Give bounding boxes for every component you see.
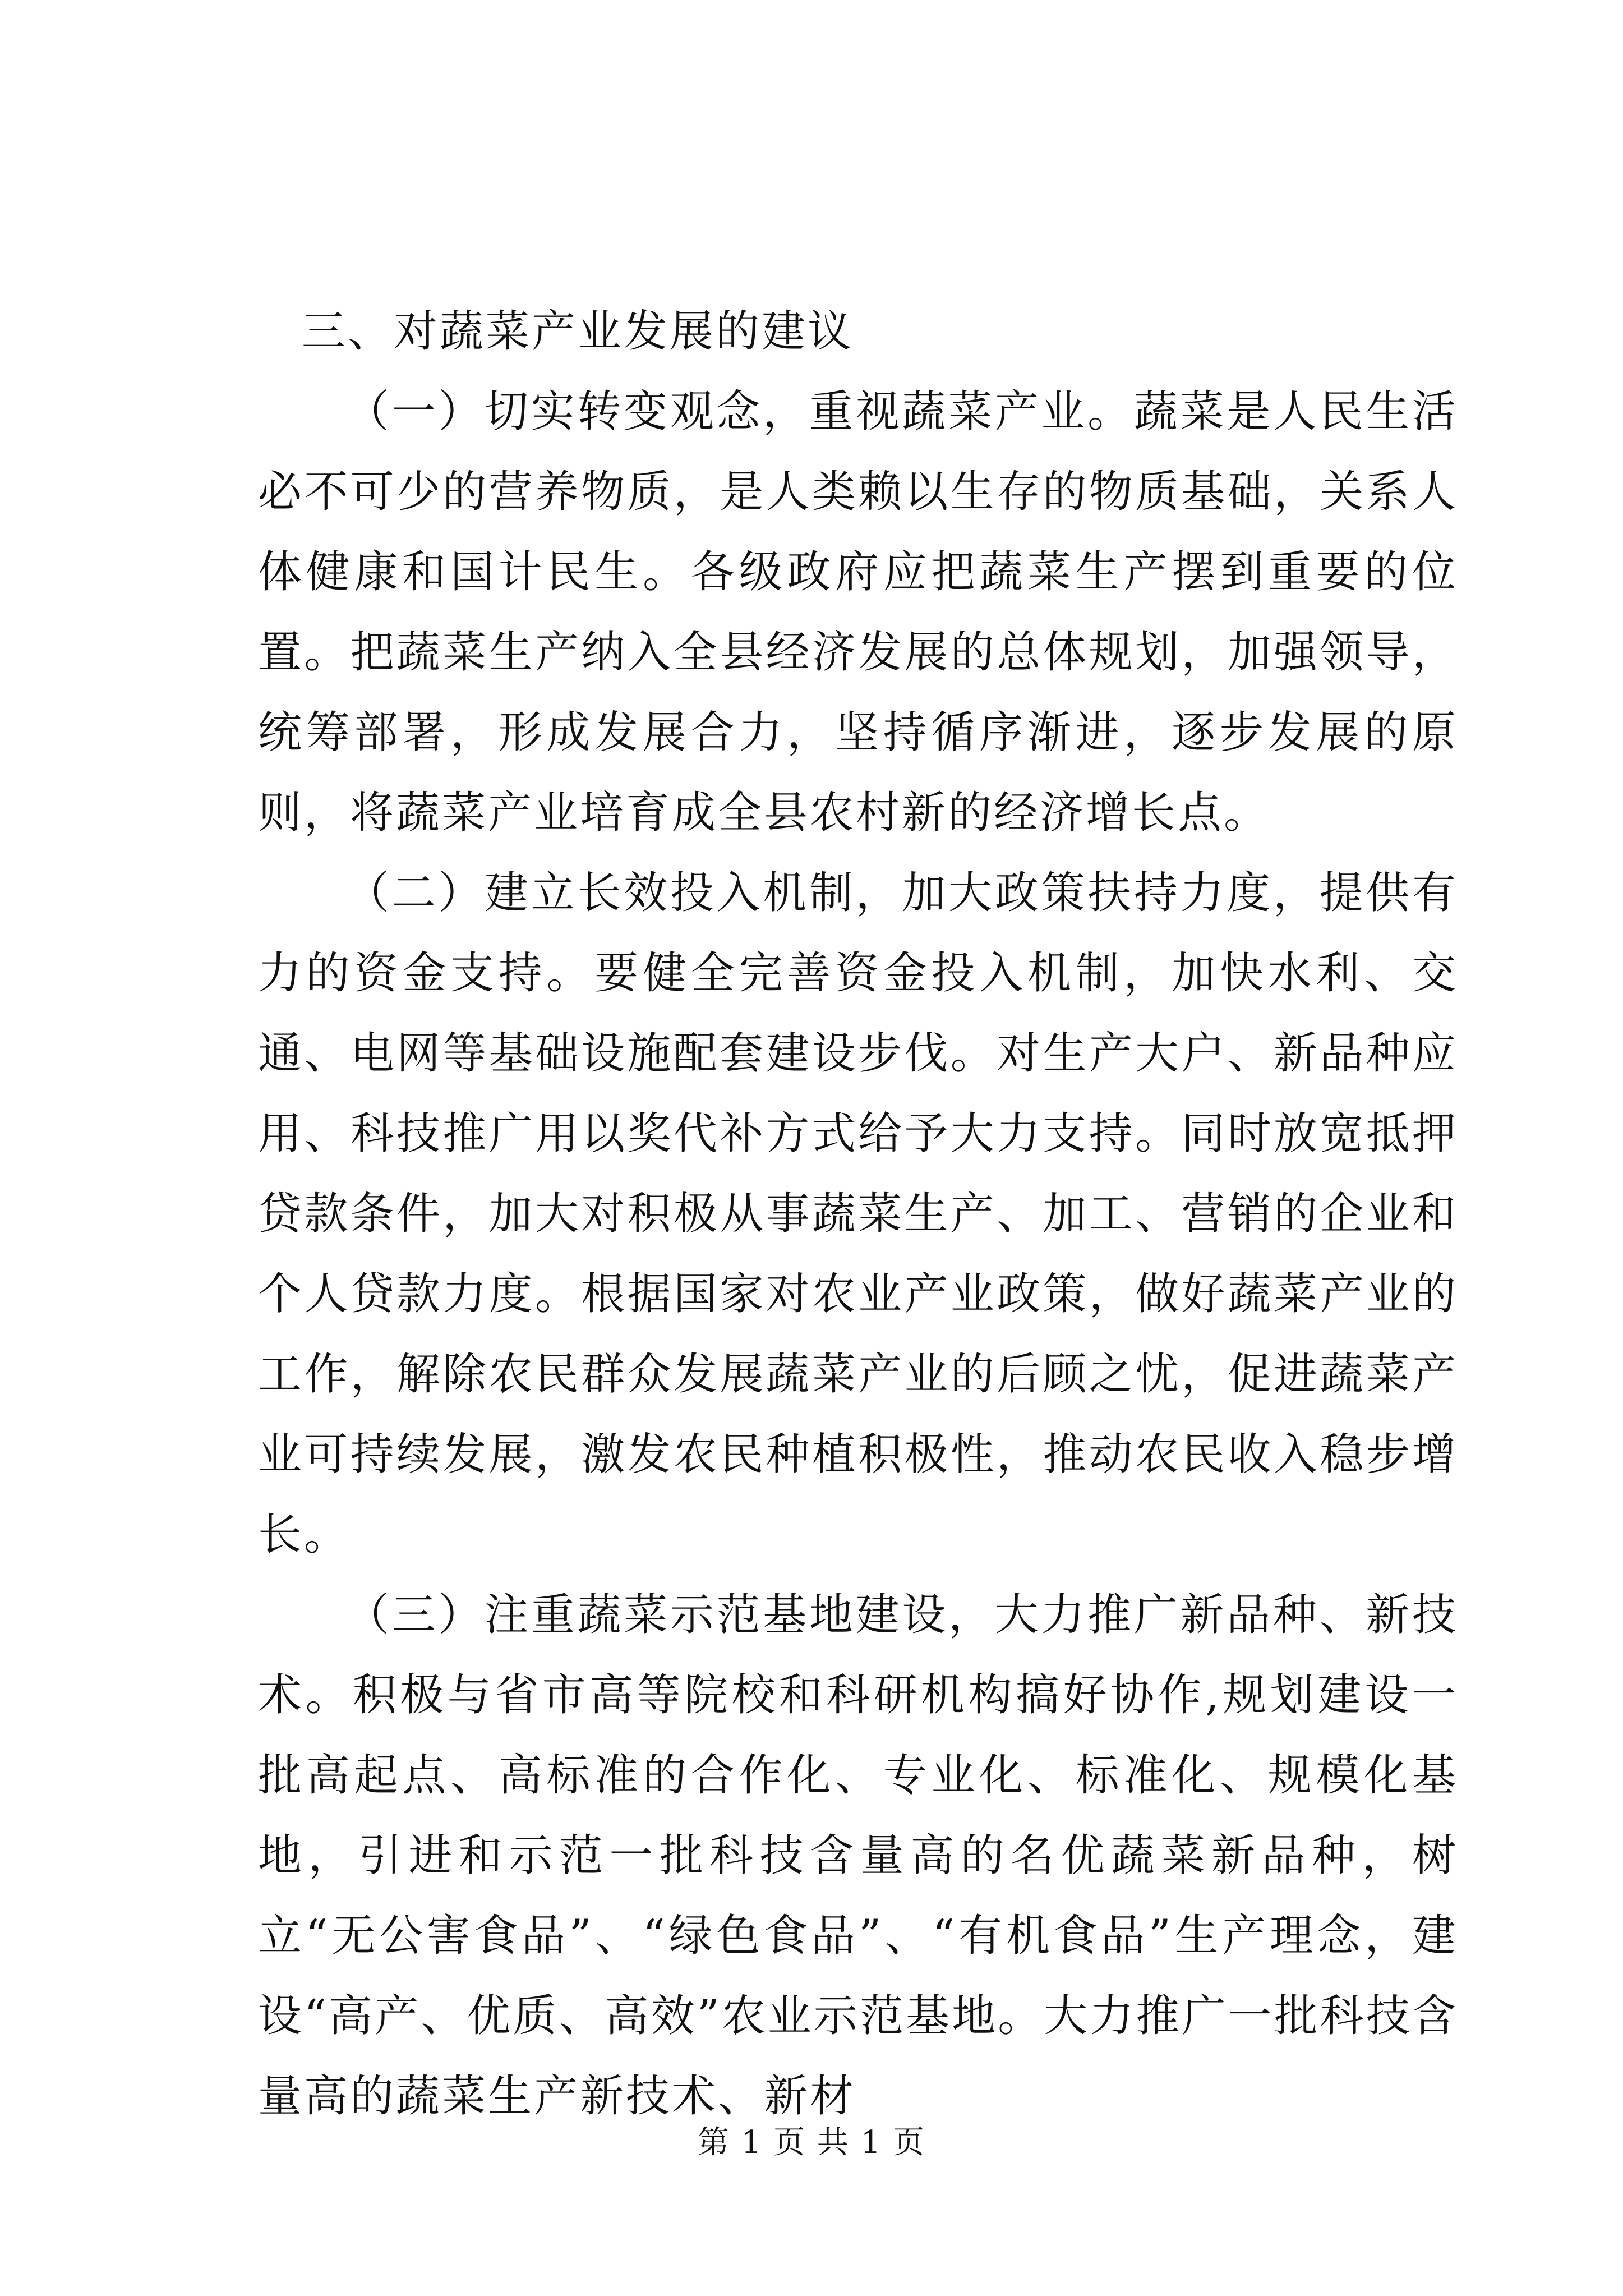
- paragraph-1: （一）切实转变观念，重视蔬菜产业。蔬菜是人民生活必不可少的营养物质，是人类赖以生存的物质基础，关系人体健康和国计民生。各级政府应把蔬菜生产摆到重要的位置。把蔬菜生产纳入全县经济发展的总体规划，加强领导，统筹部署，形成发展合力，坚持循序渐进，逐步发展的原则，将蔬菜产业培育成全县农村新的经济增长点。: [258, 386, 1458, 838]
- document-body: [258, 292, 1458, 2137]
- paragraph-2: （二）建立长效投入机制，加大政策扶持力度，提供有力的资金支持。要健全完善资金投入机制，加快水利、交通、电网等基础设施配套建设步伐。对生产大户、新品种应用、科技推广用以奖代补方式给予大力支持。同时放宽抵押贷款条件，加大对积极从事蔬菜生产、加工、营销的企业和个人贷款力度。根据国家对农业产业政策，做好蔬菜产业的工作，解除农民群众发展蔬菜产业的后顾之忧，促进蔬菜产业可持续发展，激发农民种植积极性，推动农民收入稳步增长。: [258, 868, 1458, 1560]
- section-heading: 三、对蔬菜产业发展的建议: [302, 306, 854, 357]
- paragraph-3: （三）注重蔬菜示范基地建设，大力推广新品种、新技术。积极与省市高等院校和科研机构搞好协作,规划建设一批高起点、高标准的合作化、专业化、标准化、规模化基地，引进和示范一批科技含量高的名优蔬菜新品种，树立“无公害食品”、“绿色食品”、“有机食品”生产理念，建设“高产、优质、高效”农业示范基地。大力推广一批科技含量高的蔬菜生产新技术、新材: [258, 1590, 1458, 2122]
- page-footer: 第 1 页 共 1 页: [697, 2124, 926, 2161]
